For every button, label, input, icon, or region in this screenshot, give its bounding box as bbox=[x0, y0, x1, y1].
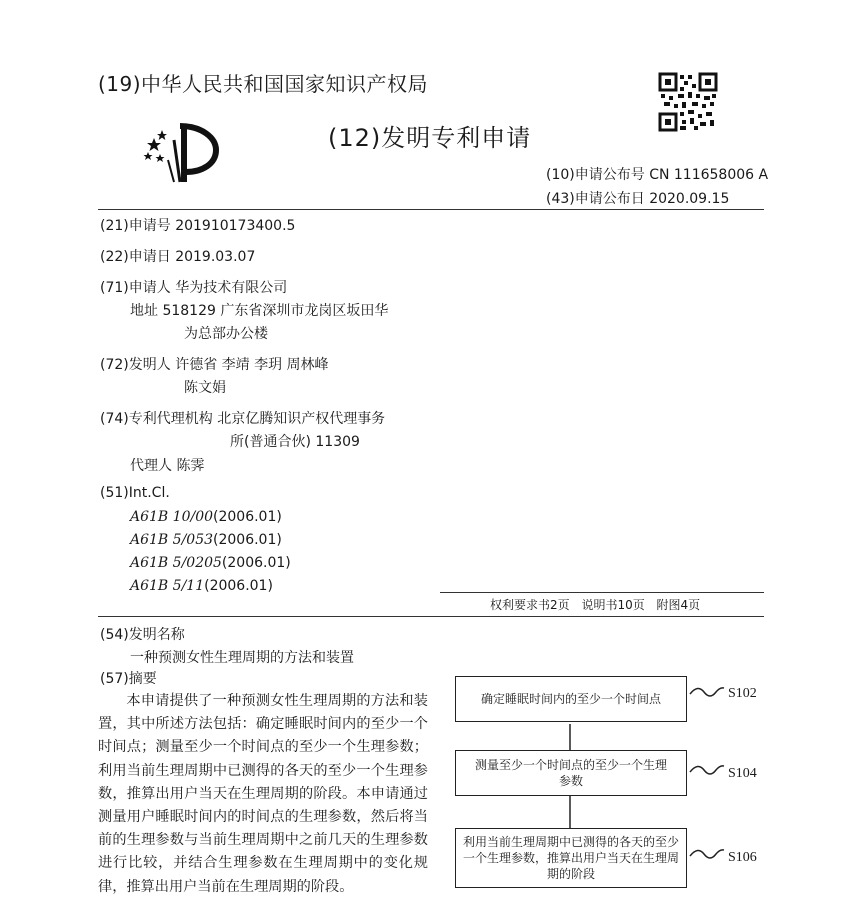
step-label: S106 bbox=[728, 850, 757, 865]
abstract-text: 本申请提供了一种预测女性生理周期的方法和装置，其中所述方法包括：确定睡眠时间内的至少一个时间点；测量至少一个时间点的至少一个生理参数；利用当前生理周期中已测得的各天的至少一个生理参数，推算出用户当天在生理周期的阶段。本申请通过测量用户睡眠时间内的时间点的生理参数，然后将当前的生理参数与当前生理周期中之前几天的生理参数进行比较，并结合生理参数在生理周期中的变化规律，推算出用户当前在生理周期的阶段。 bbox=[98, 693, 428, 895]
flow-step-box: 确定睡眠时间内的至少一个时间点 bbox=[455, 676, 687, 722]
abstract-label: (57)摘要 bbox=[100, 671, 157, 687]
ipc-entry: A61B 5/053(2006.01) bbox=[130, 532, 282, 548]
header-divider bbox=[98, 209, 764, 210]
int-cl-label: (51)Int.Cl. bbox=[100, 485, 170, 501]
invention-title-label: (54)发明名称 bbox=[100, 627, 185, 643]
publication-number: (10)申请公布号 CN 111658006 A bbox=[546, 167, 769, 183]
application-date: (22)申请日 2019.03.07 bbox=[100, 249, 256, 265]
section-divider bbox=[98, 616, 764, 617]
page-counts: 权利要求书2页 说明书10页 附图4页 bbox=[490, 598, 701, 612]
step-label: S102 bbox=[728, 686, 757, 701]
address-line-1: 地址 518129 广东省深圳市龙岗区坂田华 bbox=[130, 303, 389, 319]
application-number: (21)申请号 201910173400.5 bbox=[100, 218, 296, 234]
ipc-entry: A61B 5/11(2006.01) bbox=[130, 578, 273, 594]
stats-top-rule bbox=[440, 592, 764, 593]
address-line-2: 为总部办公楼 bbox=[184, 326, 268, 342]
agency-line-2: 所(普通合伙) 11309 bbox=[230, 434, 360, 450]
ipc-entry: A61B 10/00(2006.01) bbox=[130, 509, 282, 525]
inventors-line-2: 陈文娟 bbox=[184, 380, 226, 396]
document-type: (12)发明专利申请 bbox=[328, 124, 532, 152]
agency-line-1: (74)专利代理机构 北京亿腾知识产权代理事务 bbox=[100, 411, 386, 427]
leader-line bbox=[690, 850, 724, 858]
leader-line bbox=[690, 688, 724, 696]
step-label: S104 bbox=[728, 766, 757, 781]
flow-step-box: 利用当前生理周期中已测得的各天的至少一个生理参数，推算出用户当天在生理周期的阶段 bbox=[455, 828, 687, 888]
flow-step-box: 测量至少一个时间点的至少一个生理参数 bbox=[455, 750, 687, 796]
applicant: (71)申请人 华为技术有限公司 bbox=[100, 280, 288, 296]
ipc-entry: A61B 5/0205(2006.01) bbox=[130, 555, 291, 571]
cnipa-emblem bbox=[140, 120, 224, 186]
invention-title: 一种预测女性生理周期的方法和装置 bbox=[130, 650, 354, 666]
agent: 代理人 陈霁 bbox=[130, 458, 205, 474]
office-name: (19)中华人民共和国国家知识产权局 bbox=[98, 72, 429, 96]
leader-line bbox=[690, 766, 724, 774]
qr-code bbox=[658, 72, 718, 132]
publication-date: (43)申请公布日 2020.09.15 bbox=[546, 191, 730, 207]
inventors-line-1: (72)发明人 许德省 李靖 李玥 周林峰 bbox=[100, 357, 329, 373]
